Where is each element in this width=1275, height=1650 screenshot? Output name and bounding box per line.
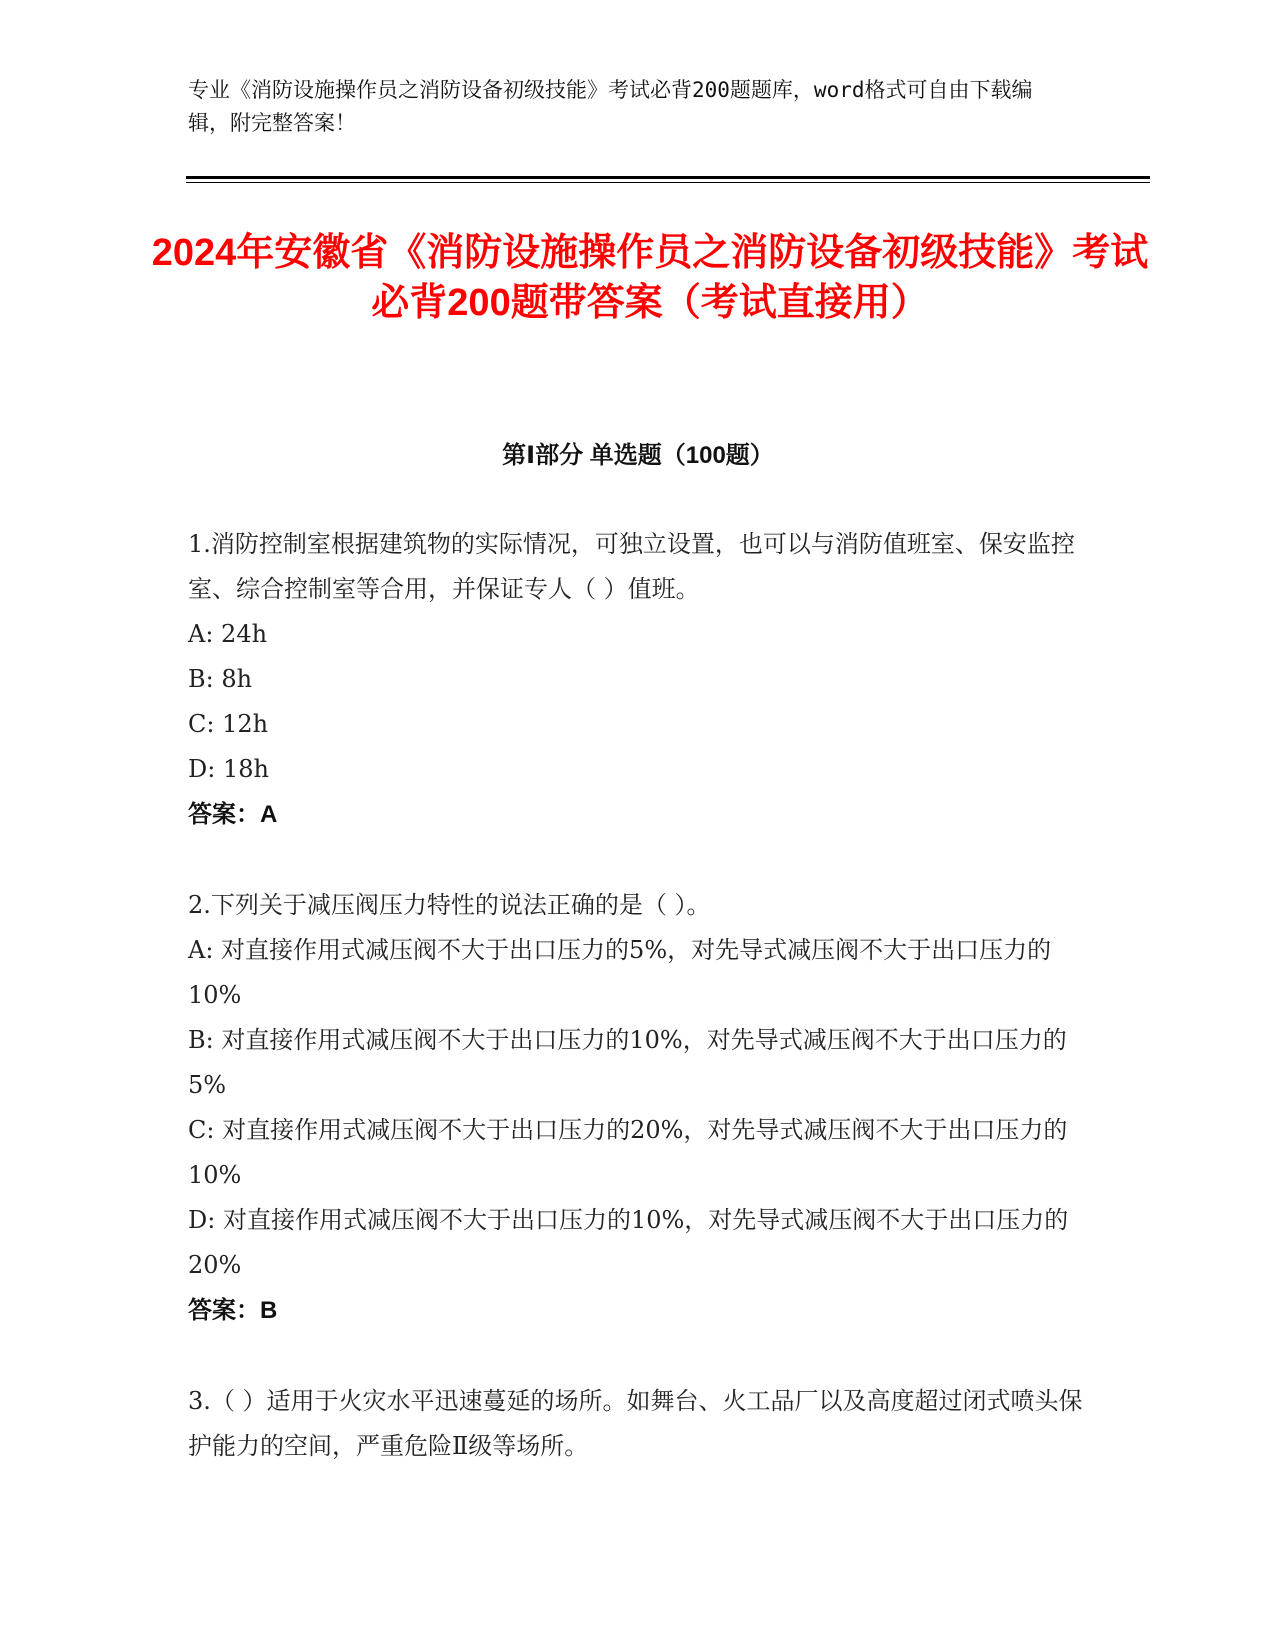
header-divider — [186, 176, 1150, 179]
option-c: C: 对直接作用式减压阀不大于出口压力的20%，对先导式减压阀不大于出口压力的10% — [188, 1116, 1068, 1189]
document-title: 2024年安徽省《消防设施操作员之消防设备初级技能》考试必背200题带答案（考试直接用） — [151, 232, 1149, 324]
header-divider-thin — [186, 182, 1150, 183]
option-a: A: 24h — [188, 620, 268, 648]
question-text: 2.下列关于减压阀压力特性的说法正确的是（ ）。 — [188, 891, 711, 919]
header-note: 专业《消防设施操作员之消防设备初级技能》考试必背200题题库，word格式可自由下载编辑，附完整答案！ — [188, 78, 1033, 135]
option-d: D: 对直接作用式减压阀不大于出口压力的10%，对先导式减压阀不大于出口压力的20% — [188, 1206, 1069, 1279]
question-list — [188, 522, 1088, 1515]
option-b: B: 对直接作用式减压阀不大于出口压力的10%，对先导式减压阀不大于出口压力的5% — [188, 1026, 1067, 1099]
option-d: D: 18h — [188, 755, 269, 783]
answer: 答案：A — [188, 801, 278, 828]
option-b: B: 8h — [188, 665, 253, 693]
section-heading: 第Ⅰ部分 单选题（100题） — [502, 442, 774, 469]
question-text: 3.（ ）适用于火灾水平迅速蔓延的场所。如舞台、火工品厂以及高度超过闭式喷头保护能力的空间，严重危险Ⅱ级等场所。 — [188, 1387, 1083, 1460]
question-text: 1.消防控制室根据建筑物的实际情况，可独立设置，也可以与消防值班室、保安监控室、综合控制室等合用，并保证专人（ ）值班。 — [188, 530, 1075, 603]
question-2 — [188, 883, 1088, 1333]
question-3 — [188, 1379, 1088, 1469]
option-a: A: 对直接作用式减压阀不大于出口压力的5%，对先导式减压阀不大于出口压力的10% — [188, 936, 1052, 1009]
answer: 答案：B — [188, 1297, 278, 1324]
question-1 — [188, 522, 1088, 837]
option-c: C: 12h — [188, 710, 269, 738]
